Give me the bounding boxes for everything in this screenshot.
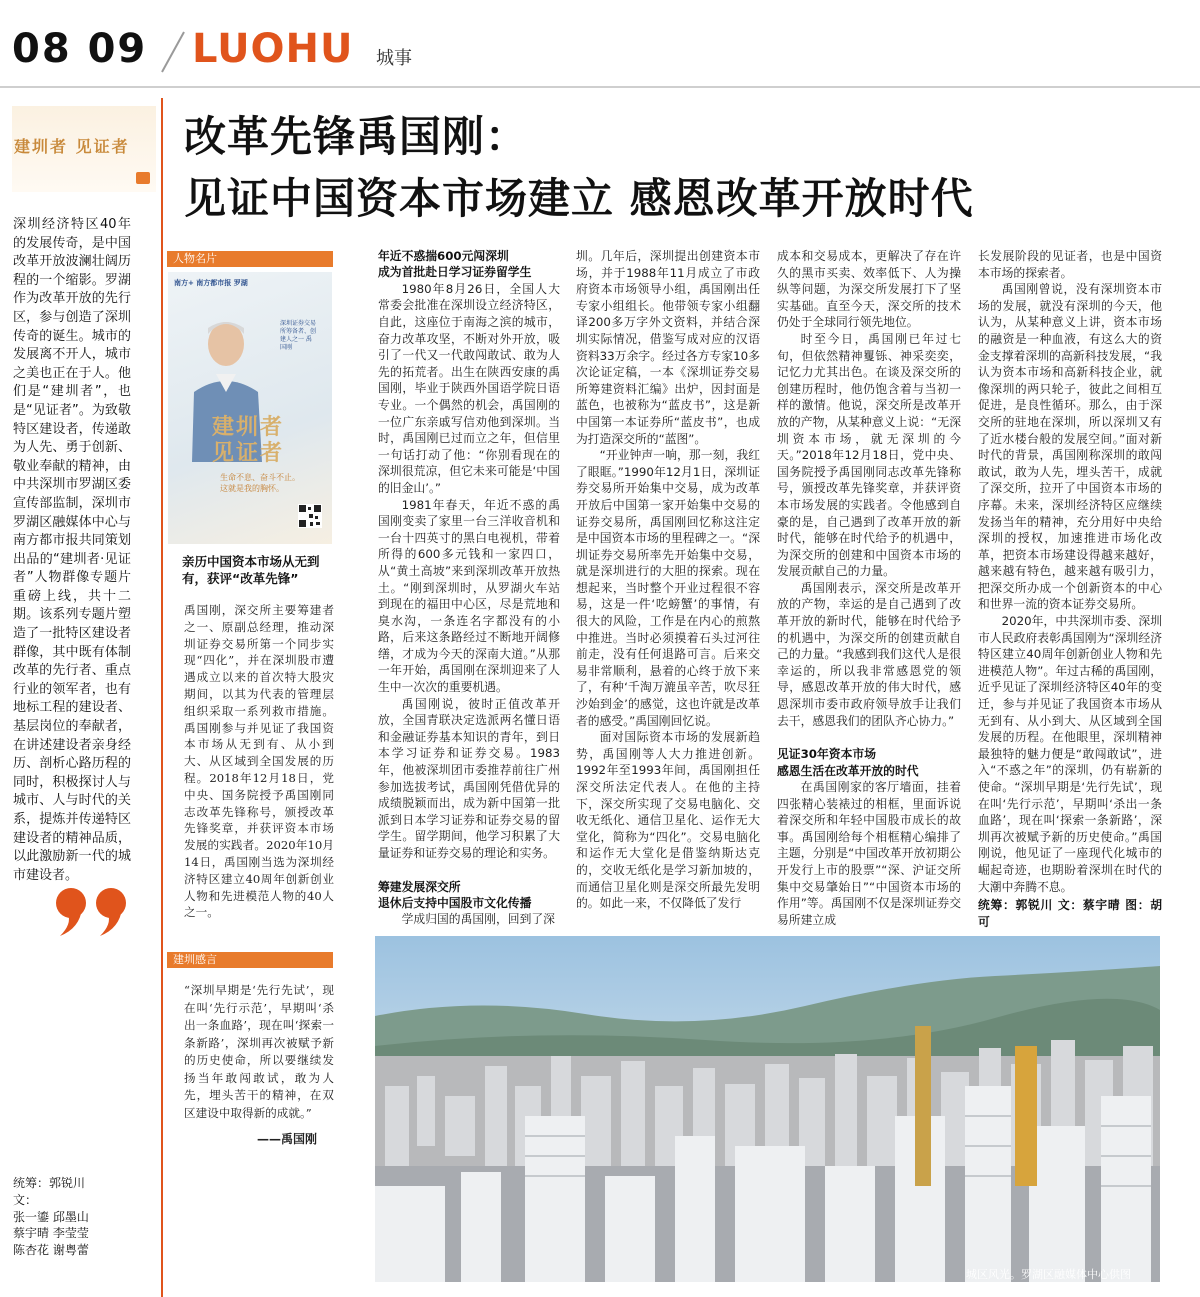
credit-line: 文： bbox=[13, 1192, 38, 1207]
portrait-poster bbox=[168, 272, 332, 544]
poster-title-text: 建圳者 见证者 bbox=[212, 414, 285, 466]
paragraph: 2020年，中共深圳市委、深圳市人民政府表彰禹国刚为“深圳经济特区建立40周年创新创业人物和先进模范人物”。年过古稀的禹国刚，近乎见证了深圳经济特区40年的变迁，参与并见证了我国资本市场从无到有、从小到大、从区域到全国发展的历程。在他眼里，深圳精神最独特的魅力便是“敢闯敢试”，进入“不惑之年”的深圳，仍有崭新的使命。“深圳早期是‘先行先试’，现在叫‘先行示范’，早期叫‘杀出一条血路’，现在叫‘探索一条新路’，深圳再次被赋予新的历史使命。”禹国刚说，他见证了一座现代化城市的崛起奇迹，也期盼着深圳在时代的大潮中奔腾不息。 bbox=[978, 614, 1162, 894]
paragraph: 在禹国刚家的客厅墙面，挂着四张精心装裱过的相框，里面诉说着深交所和年轻中国股市成长的故事。禹国刚给每个相框精心编排了主题，分别是“中国改革开放初期公开发行上市的股票”“深、沪证交所集中交易肇始日”“中国资本市场的作用”等。禹国刚不仅是深圳证券交易所建立成 bbox=[777, 780, 961, 927]
page-numbers: 08 09 bbox=[12, 26, 148, 72]
paragraph: 长发展阶段的见证者，也是中国资本市场的探索者。 bbox=[978, 249, 1162, 280]
series-intro: 深圳经济特区40年的发展传奇，是中国改革开放波澜壮阔历程的一个缩影。罗湖作为改革开放的先行区，参与创造了深圳传奇的诞生。城市的发展离不开人，城市之美也正在于人。他们是“建圳者”，也是“见证者”。为致敬特区建设者，传递敢为人先、勇于创新、敬业奉献的精神，由中共深圳市罗湖区委宣传部监制，深圳市罗湖区融媒体中心与南方都市报共同策划出品的“建圳者·见证者”人物群像专题片重磅上线，共十二期。该系列专题片塑造了一批特区建设者群像，其中既有体制改革的先行者、重点行业的领军者，也有地标工程的建设者、基层岗位的奉献者，在讲述建设者亲身经历、剖析心路历程的同时，积极探讨人与城市、人与时代的关系，提炼并传递特区建设者的精神品质，以此激励新一代的城市建设者。 bbox=[13, 217, 131, 883]
subheading: 筹建发展深交所 退休后支持中国股市文化传播 bbox=[378, 879, 532, 910]
paragraph: 禹国刚曾说，没有深圳资本市场的发展，就没有深圳的今天，他认为，从某种意义上讲，资本市场的融资是一种血液，有这么大的资金支撑着深圳的高新科技发展，“我认为资本市场和高新科技企业，就像深圳的两只轮子，彼此之间相互促进，是良性循环。那么，由于深交所的驻地在深圳，所以深圳又有了近水楼台般的发展空间。”面对新时代的背景，禹国刚称深圳的敢闯敢试，敢为人先，埋头苦干，成就了深交所，拉开了中国资本市场的序幕。未来，深圳经济特区应继续发扬当年的精神，充分用好中央给深圳的授权，加速推进市场化改革，把资本市场建设得越来越好，越来越有特色，越来越有吸引力，把深交所办成一个创新资本的中心和世界一流的资本证券交易所。 bbox=[978, 282, 1162, 612]
paragraph: 禹国刚说，彼时正值改革开放，全国青联决定选派两名懂日语和金融证券基本知识的青年，到日本学习证券和证券交易。1983年，他被深圳团市委推荐前往广州参加选拔考试，禹国刚凭借优异的成绩脱颖而出，成为新中国第一批派到日本学习证券和证券交易的留学生。留学期间，他学习积累了大量证券和证券交易的理论和实务。 bbox=[378, 696, 560, 860]
poster-slogan bbox=[220, 472, 300, 494]
cityscape-photo bbox=[375, 936, 1160, 1282]
photo-caption: 城区风光。罗湖区融媒体中心供图 bbox=[966, 1268, 1131, 1281]
sidebar-credits bbox=[13, 1175, 133, 1259]
poster-title bbox=[212, 414, 284, 466]
paragraph: 禹国刚表示，深交所是改革开放的产物，幸运的是自己遇到了改革开放的新时代，能够在时代给予的机遇中，为深交所的创建贡献自己的力量。“我感到我们这代人是很幸运的，所以我非常感恩党的领导，感恩改革开放的伟大时代，感恩深圳市委市政府领导放手让我们去干，感恩我们的团队齐心协力。” bbox=[777, 580, 961, 728]
credit-line: 统筹：郭锐川 bbox=[13, 1176, 86, 1190]
poster-logos: 南方+ 南方都市报 罗湖 bbox=[174, 279, 248, 287]
subheading: 见证30年资本市场 感恩生活在改革开放的时代 bbox=[777, 747, 919, 778]
column-divider bbox=[161, 98, 163, 1297]
motto-tag: 建圳感言 bbox=[167, 952, 333, 968]
profile-tag: 人物名片 bbox=[167, 251, 333, 267]
section-label: 城事 bbox=[376, 48, 412, 69]
byline: 统筹：郭锐川 文：蔡宇晴 图：胡可 bbox=[978, 898, 1162, 929]
article-column-3 bbox=[777, 248, 961, 928]
poster-slogan-text: 生命不息、奋斗不止。 这就是我的胸怀。 bbox=[220, 473, 300, 493]
slash-divider bbox=[160, 30, 186, 74]
paragraph: 时至今日，禹国刚已年过七旬，但依然精神矍铄、神采奕奕，记忆力尤其出色。在谈及深交所的创建历程时，他仍饱含着与当初一样的激情。他说，深交所是改革开放的产物，从某种意义上说：“无深圳资本市场，就无深圳的今天。”2018年12月18日，党中央、国务院授予禹国刚同志改革先锋称号，颁授改革先锋奖章，并获评资本市场发展的实践者。令他感到自豪的是，自己遇到了改革开放的新时代，能够在时代给予的机遇中，为深交所的创建和中国资本市场的发展贡献自己的力量。 bbox=[777, 331, 961, 579]
quote-icon bbox=[54, 886, 132, 938]
paragraph: 成本和交易成本，更解决了存在许久的黑市买卖、效率低下、人为操纵等问题，为深交所发展打下了坚实基础。直至今天，深交所的技术仍处于全球同行领先地位。 bbox=[777, 249, 961, 330]
headline bbox=[184, 106, 1194, 230]
motto-quote: “深圳早期是‘先行先试’，现在叫‘先行示范’，早期叫‘杀出一条血路’，现在叫‘探索一条新路’，深圳再次被赋予新的历史使命，所以要继续发扬当年敢闯敢试，敢为人先，埋头苦干的精神，在双区建设中取得新的成就。” bbox=[184, 983, 334, 1120]
luohu-logo-icon bbox=[136, 172, 150, 184]
paragraph: 面对国际资本市场的发展新趋势，禹国刚等人大力推进创新。1992年至1993年间，禹国刚担任深交所法定代表人。在他的主持下，深交所实现了交易电脑化、交收无纸化、通信卫星化、运作无大堂化，简称为“四化”。交易电脑化和运作无大堂化是借鉴纳斯达克的，交收无纸化是学习新加坡的，而通信卫星化则是深交所最先发明的。如此一来，不仅降低了发行 bbox=[576, 730, 760, 911]
brand-logo: LUOHU bbox=[192, 26, 354, 72]
series-banner-title: 建圳者 见证者 bbox=[14, 137, 130, 156]
paragraph: “开业钟声一响，那一刻，我红了眼眶。”1990年12月1日，深圳证券交易所开始集中交易，成为改革开放后中国第一家开始集中交易的证券交易所，禹国刚回忆称这注定是中国资本市场的里程碑之一。“深圳证券交易所率先开始集中交易，就是深圳进行的大胆的探索。现在想起来，当时整个开业过程很不容易，这是一件‘吃螃蟹’的事情，有很大的风险，工作是在内心的煎熬中推进。当时必须摸着石头过河往前走，没有任何退路可言。后来交易非常顺利，悬着的心终于放下来了，有种‘千淘万漉虽辛苦，吹尽狂沙始到金’的感觉，这也许就是改革者的感受。”禹国刚回忆说。 bbox=[576, 448, 760, 728]
paragraph: 1980年8月26日，全国人大常委会批准在深圳设立经济特区，自此，这座位于南海之滨的城市，奋力改革攻坚，不断对外开放，吸引了一代又一代敢闯敢试、敢为人先的拓荒者。出生在陕西安康的禹国刚，毕业于陕西外国语学院日语专业。一个偶然的机会，禹国刚的一位广东亲戚写信劝他到深圳。当时，禹国刚已过而立之年，但信里一句话打动了他：“你别看现在的深圳很荒凉，但它未来可能是‘中国的旧金山’。” bbox=[378, 281, 560, 495]
article-column-2 bbox=[576, 248, 760, 912]
article-column-1 bbox=[378, 248, 560, 928]
headline-line: 改革先锋禹国刚： bbox=[184, 112, 529, 161]
article-column-4 bbox=[978, 248, 1162, 930]
paragraph: 学成归国的禹国刚，回到了深 bbox=[401, 912, 555, 927]
credit-line: 陈杏花 谢粤蕾 bbox=[13, 1243, 89, 1258]
credit-line: 张一鎏 邱墨山 bbox=[13, 1209, 89, 1224]
qr-code-icon bbox=[298, 504, 322, 528]
masthead-rule bbox=[0, 86, 1200, 88]
paragraph: 1981年春天，年近不惑的禹国刚变卖了家里一台三洋收音机和一台十四英寸的黑白电视机，带着所得的600多元钱和一家四口，从“黄土高坡”来到深圳改革开放热土。“刚到深圳时，从罗湖火车站到现在的福田中心区，尽是荒地和臭水沟，一条连名字都没有的小路，后来这条路经过不断地开阔修缮，才成为今天的深南大道。”从那一年开始，禹国刚在深圳迎来了人生中一次次的重要机遇。 bbox=[378, 497, 560, 695]
profile-subtitle: 亲历中国资本市场从无到有，获评“改革先锋” bbox=[182, 554, 320, 586]
series-banner bbox=[12, 106, 156, 192]
profile-body: 禹国刚，深交所主要筹建者之一、原副总经理，推动深圳证券交易所第一个同步实现“四化”，并在深圳股市遭遇成立以来的首次特大股灾期间，以其为代表的管理层组织采取一系列救市措施。禹国刚参与并见证了我国资本市场从无到有、从小到大、从区域到全国发展的历程。2018年12月18日，党中央、国务院授予禹国刚同志改革先锋称号，颁授改革先锋奖章，并获评资本市场发展的实践者。2020年10月14日，禹国刚当选为深圳经济特区建立40周年创新创业人物和先进模范人物的40人之一。 bbox=[184, 603, 334, 920]
subheading: 年近不惑揣600元闯深圳 成为首批赴日学习证券留学生 bbox=[378, 249, 532, 280]
credit-line: 蔡宇晴 李莹莹 bbox=[13, 1226, 89, 1241]
motto-signature: ——禹国刚 bbox=[257, 1132, 318, 1146]
headline-line: 见证中国资本市场建立 感恩改革开放时代 bbox=[184, 174, 974, 223]
paragraph: 圳。几年后，深圳提出创建资本市场，并于1988年11月成立了市政府资本市场领导小组，禹国刚出任专家小组组长。他带领专家小组翻译200多万字外文资料，并结合深圳实际情况，借鉴写成对应的汉语资料33万余字。经过各方专家10多次论证定稿，一本《深圳证券交易所筹建资料汇编》出炉，因封面是蓝色，也被称为“蓝皮书”，这是新中国第一本证券所“蓝皮书”，也成为打造深交所的“蓝图”。 bbox=[576, 249, 760, 446]
poster-caption: 深圳证券交易所筹备者、创建人之一 禹国刚 bbox=[280, 320, 317, 351]
